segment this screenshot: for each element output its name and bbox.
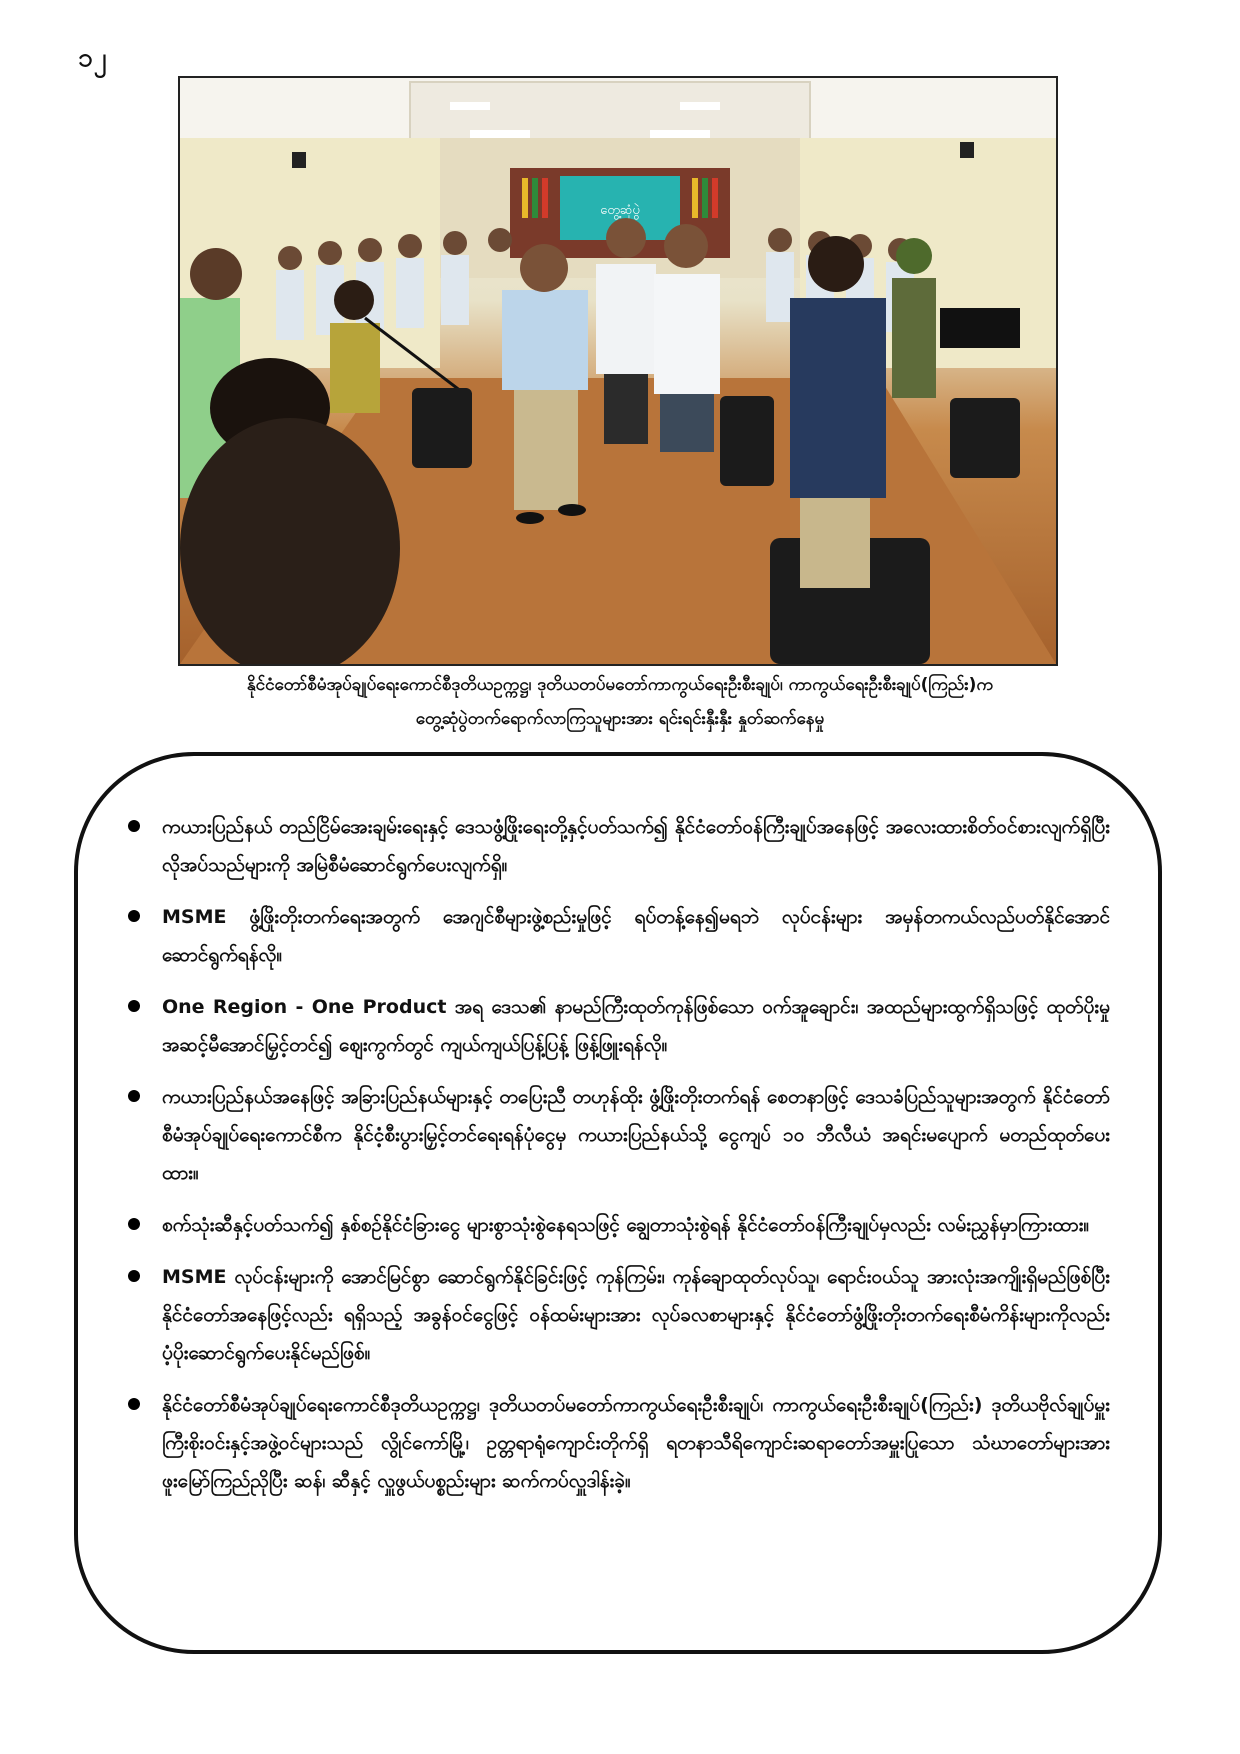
ceiling-light bbox=[470, 130, 530, 138]
banner-text: တွေ့ဆုံပွဲ bbox=[600, 203, 640, 218]
main-man-shirt bbox=[502, 290, 588, 390]
main-man-trousers bbox=[514, 390, 578, 510]
woman-head bbox=[334, 280, 374, 320]
caption-line-2: တွေ့ဆုံပွဲတက်ရောက်လာကြသူများအား ရင်းရင်းနှီးနှီး နှုတ်ဆက်နေမှု bbox=[415, 709, 825, 729]
bullet-item bbox=[120, 988, 1110, 1064]
bullet-item bbox=[120, 1078, 1110, 1192]
flag bbox=[532, 178, 538, 218]
bullet-icon bbox=[128, 1090, 140, 1102]
man-white-shirt bbox=[596, 264, 656, 374]
soldier-uniform bbox=[892, 278, 936, 398]
bullet-icon bbox=[128, 1000, 140, 1012]
flag bbox=[712, 178, 718, 218]
bullet-text: ကယားပြည်နယ်အနေဖြင့် အခြားပြည်နယ်များနှင့် တပြေးညီ တဟုန်ထိုး ဖွံ့ဖြိုးတိုးတက်ရန် စေတနာဖြင့် ဒေသခံပြည်သူများအတွက် နိုင်ငံတော်စီမံအုပ်ချုပ်ရေးကောင်စီက နိုင်ငံ့စီးပွားမြှင့်တင်ရေးရန်ပုံငွေမှ ကယားပြည်နယ်သို့ ငွေကျပ် ၁၀ ဘီလီယံ အရင်းမပျောက် မတည်ထုတ်ပေးထား။ bbox=[162, 1086, 1110, 1184]
soldier-cap bbox=[896, 238, 932, 274]
flag bbox=[692, 178, 698, 218]
ceiling-light bbox=[450, 102, 490, 110]
woman-yellow-jacket bbox=[330, 323, 380, 413]
person-left-head bbox=[190, 248, 242, 300]
ceiling-light bbox=[680, 102, 720, 110]
flag bbox=[522, 178, 528, 218]
bullet-text: နိုင်ငံတော်စီမံအုပ်ချုပ်ရေးကောင်စီဒုတိယဥက္ကဋ္ဌ၊ ဒုတိယတပ်မတော်ကာကွယ်ရေးဦးစီးချုပ်၊ ကာကွယ်ရေးဦးစီးချုပ်(ကြည်း) ဒုတိယဗိုလ်ချုပ်မှူးကြီးစိုးဝင်းနှင့်အဖွဲ့ဝင်များသည် လွိုင်ကော်မြို့၊ ဥတ္တရာရုံကျောင်းတိုက်ရှိ ရတနာသီရိကျောင်းဆရာတော်အမှူးပြုသော သံဃာတော်များအား ဖူးမြော်ကြည်ညိုပြီး ဆန်၊ ဆီနှင့် လှူဖွယ်ပစ္စည်းများ ဆက်ကပ်လှူဒါန်းခဲ့။ bbox=[162, 1394, 1110, 1492]
shoe bbox=[516, 512, 544, 524]
man-navy-jacket bbox=[790, 298, 886, 498]
man-white-shirt-trousers bbox=[604, 374, 648, 444]
bullet-text: MSME ဖွံ့ဖြိုးတိုးတက်ရေးအတွက် အေဂျင်စီများဖွဲ့စည်းမှုဖြင့် ရပ်တန့်နေ၍မရဘဲ လုပ်ငန်းများ အမှန်တကယ်လည်ပတ်နိုင်အောင် ဆောင်ရွက်ရန်လို။ bbox=[162, 906, 1110, 966]
ceiling-light bbox=[650, 130, 710, 138]
chair bbox=[720, 396, 774, 486]
video-camera bbox=[940, 308, 1020, 348]
page-number: ၁၂ bbox=[78, 43, 108, 73]
man-navy-head bbox=[808, 236, 864, 292]
flag bbox=[542, 178, 548, 218]
bullet-item bbox=[120, 1258, 1110, 1372]
chair bbox=[950, 398, 1020, 478]
shoe bbox=[558, 504, 586, 516]
summary-bullet-list bbox=[120, 808, 1110, 1514]
wall-speaker bbox=[292, 152, 306, 168]
photo-caption bbox=[110, 668, 1130, 736]
bullet-text: စက်သုံးဆီနှင့်ပတ်သက်၍ နှစ်စဉ်နိုင်ငံခြားငွေ များစွာသုံးစွဲနေရသဖြင့် ချွေတာသုံးစွဲရန် နိုင်ငံတော်ဝန်ကြီးချုပ်မှလည်း လမ်းညွှန်မှာကြားထား။ bbox=[162, 1214, 1090, 1236]
bullet-icon bbox=[128, 1398, 140, 1410]
chair bbox=[412, 388, 472, 468]
meeting-photo bbox=[178, 76, 1058, 666]
main-man-head bbox=[520, 244, 568, 292]
bullet-text: One Region - One Product အရ ဒေသ၏ နာမည်ကြီးထုတ်ကုန်ဖြစ်သော ဝက်အူချောင်း၊ အထည်များထွက်ရှိသဖြင့် ထုတ်ပိုးမှု အဆင့်မီအောင်မြှင့်တင်၍ ဈေးကွက်တွင် ကျယ်ကျယ်ပြန့်ပြန့် ဖြန့်ဖြူးရန်လို။ bbox=[162, 996, 1110, 1056]
man-navy-trousers bbox=[800, 498, 870, 588]
man-white-shirt-head bbox=[606, 218, 646, 258]
bullet-icon bbox=[128, 1218, 140, 1230]
bullet-item bbox=[120, 898, 1110, 974]
bullet-item bbox=[120, 808, 1110, 884]
man-in-longyi-head bbox=[664, 224, 708, 268]
wall-speaker bbox=[960, 142, 974, 158]
bullet-icon bbox=[128, 910, 140, 922]
bullet-item bbox=[120, 1206, 1110, 1244]
bullet-item bbox=[120, 1386, 1110, 1500]
caption-line-1: နိုင်ငံတော်စီမံအုပ်ချုပ်ရေးကောင်စီဒုတိယဥက္ကဋ္ဌ၊ ဒုတိယတပ်မတော်ကာကွယ်ရေးဦးစီးချုပ်၊ ကာကွယ်ရေးဦးစီးချုပ်(ကြည်း)က bbox=[246, 675, 994, 695]
meeting-photo-illustration bbox=[180, 78, 1056, 664]
longyi bbox=[660, 394, 714, 452]
bullet-text: MSME လုပ်ငန်းများကို အောင်မြင်စွာ ဆောင်ရွက်နိုင်ခြင်းဖြင့် ကုန်ကြမ်း၊ ကုန်ချောထုတ်လုပ်သူ၊ ရောင်းဝယ်သူ အားလုံးအကျိုးရှိမည်ဖြစ်ပြီး နိုင်ငံတော်အနေဖြင့်လည်း ရရှိသည့် အခွန်ဝင်ငွေဖြင့် ဝန်ထမ်းများအား လုပ်ခလစာများနှင့် နိုင်ငံတော်ဖွံ့ဖြိုးတိုးတက်ရေးစီမံကိန်းများကိုလည်း ပံ့ပိုးဆောင်ရွက်ပေးနိုင်မည်ဖြစ်။ bbox=[162, 1266, 1110, 1364]
flag bbox=[702, 178, 708, 218]
bullet-text: ကယားပြည်နယ် တည်ငြိမ်အေးချမ်းရေးနှင့် ဒေသဖွံ့ဖြိုးရေးတို့နှင့်ပတ်သက်၍ နိုင်ငံတော်ဝန်ကြီးချုပ်အနေဖြင့် အလေးထားစိတ်ဝင်စားလျက်ရှိပြီး လိုအပ်သည်များကို အမြဲစီမံဆောင်ရွက်ပေးလျက်ရှိ။ bbox=[162, 816, 1110, 876]
bullet-icon bbox=[128, 1270, 140, 1282]
man-in-longyi bbox=[654, 274, 720, 394]
bullet-icon bbox=[128, 820, 140, 832]
